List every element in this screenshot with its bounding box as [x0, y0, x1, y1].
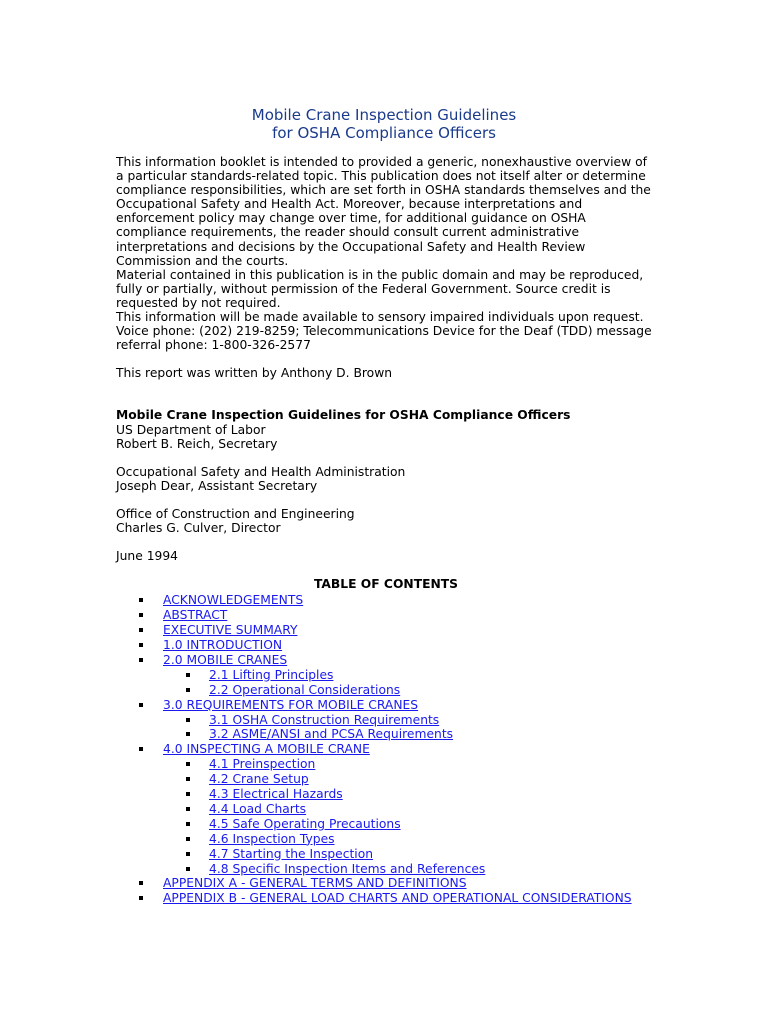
toc-subitem — [116, 832, 656, 847]
toc-link-abstract[interactable]: ABSTRACT — [163, 608, 228, 623]
toc-item — [116, 742, 656, 757]
credits-heading: Mobile Crane Inspection Guidelines for OSHA Compliance Officers — [116, 408, 571, 423]
toc-item — [116, 638, 656, 653]
toc-link-inspection-types[interactable]: 4.6 Inspection Types — [209, 831, 335, 846]
toc-link-preinspection[interactable]: 4.1 Preinspection — [209, 757, 316, 772]
toc-item — [116, 593, 656, 608]
credits-director: Charles G. Culver, Director — [116, 520, 281, 535]
toc-item — [116, 623, 656, 638]
toc-item — [116, 891, 656, 906]
toc-item — [116, 698, 656, 713]
toc-link-starting-inspection[interactable]: 4.7 Starting the Inspection — [209, 846, 374, 861]
toc-subitem — [116, 683, 656, 698]
toc-link-operational-considerations[interactable]: 2.2 Operational Considerations — [209, 682, 401, 697]
toc-link-safe-operating[interactable]: 4.5 Safe Operating Precautions — [209, 816, 401, 831]
toc-link-asme-ansi[interactable]: 3.2 ASME/ANSI and PCSA Requirements — [209, 727, 454, 742]
toc-link-appendix-a[interactable]: APPENDIX A - GENERAL TERMS AND DEFINITIONS — [163, 876, 467, 891]
credits-office: Office of Construction and Engineering — [116, 506, 355, 521]
toc-link-introduction[interactable]: 1.0 INTRODUCTION — [163, 637, 283, 652]
credits-asst-secretary: Joseph Dear, Assistant Secretary — [116, 478, 318, 493]
toc-link-osha-construction[interactable]: 3.1 OSHA Construction Requirements — [209, 712, 440, 727]
toc-item — [116, 653, 656, 668]
toc-subitem — [116, 802, 656, 817]
intro-paragraph: This information will be made available to sensory impaired individuals upon request. Voice phone: (202) 219-8259; Telecommunications Device for the Deaf (TDD) message referral phone: 1-800-326-2577 — [116, 310, 652, 353]
author-line: This report was written by Anthony D. Brown — [116, 366, 393, 381]
toc-link-acknowledgements[interactable]: ACKNOWLEDGEMENTS — [163, 593, 304, 608]
toc-item — [116, 876, 656, 891]
table-of-contents — [116, 593, 656, 906]
toc-link-load-charts[interactable]: 4.4 Load Charts — [209, 801, 307, 816]
toc-link-requirements[interactable]: 3.0 REQUIREMENTS FOR MOBILE CRANES — [163, 697, 419, 712]
toc-subitem — [116, 668, 656, 683]
toc-link-mobile-cranes[interactable]: 2.0 MOBILE CRANES — [163, 652, 288, 667]
publication-date: June 1994 — [116, 549, 178, 564]
toc-subitem — [116, 757, 656, 772]
credits-dept: US Department of Labor — [116, 422, 266, 437]
document-body — [116, 155, 656, 906]
document-title — [0, 106, 768, 142]
toc-subitem — [116, 787, 656, 802]
toc-link-lifting-principles[interactable]: 2.1 Lifting Principles — [209, 667, 334, 682]
toc-link-appendix-b[interactable]: APPENDIX B - GENERAL LOAD CHARTS AND OPERATIONAL CONSIDERATIONS — [163, 891, 632, 906]
toc-link-executive-summary[interactable]: EXECUTIVE SUMMARY — [163, 623, 298, 638]
toc-heading: TABLE OF CONTENTS — [313, 577, 459, 592]
toc-link-crane-setup[interactable]: 4.2 Crane Setup — [209, 772, 309, 787]
toc-subitem — [116, 817, 656, 832]
toc-subitem — [116, 847, 656, 862]
intro-paragraph: Material contained in this publication is in the public domain and may be reproduced, fully or partially, without permission of the Federal Government. Source credit is requested by not required. — [116, 267, 644, 310]
toc-subitem — [116, 713, 656, 728]
credits-agency: Occupational Safety and Health Administration — [116, 464, 406, 479]
toc-item — [116, 608, 656, 623]
toc-link-inspecting[interactable]: 4.0 INSPECTING A MOBILE CRANE — [163, 742, 370, 757]
title-line-2: for OSHA Compliance Officers — [272, 124, 496, 142]
toc-subitem — [116, 727, 656, 742]
toc-subitem — [116, 862, 656, 877]
credits-secretary: Robert B. Reich, Secretary — [116, 436, 278, 451]
toc-link-electrical-hazards[interactable]: 4.3 Electrical Hazards — [209, 787, 343, 802]
toc-link-specific-items[interactable]: 4.8 Specific Inspection Items and References — [209, 861, 486, 876]
toc-subitem — [116, 772, 656, 787]
title-line-1: Mobile Crane Inspection Guidelines — [251, 106, 517, 124]
intro-paragraph: This information booklet is intended to provided a generic, nonexhaustive overview of a particular standards-related topic. This publication does not itself alter or determine compliance responsibilities, which are set forth in OSHA standards themselves and the Occupational Safety and Health Act. Moreover, because interpretations and enforcement policy may change over time, for additional guidance on OSHA compliance requirements, the reader should consult current administrative interpretations and decisions by the Occupational Safety and Health Review Commission and the courts. — [116, 155, 651, 268]
